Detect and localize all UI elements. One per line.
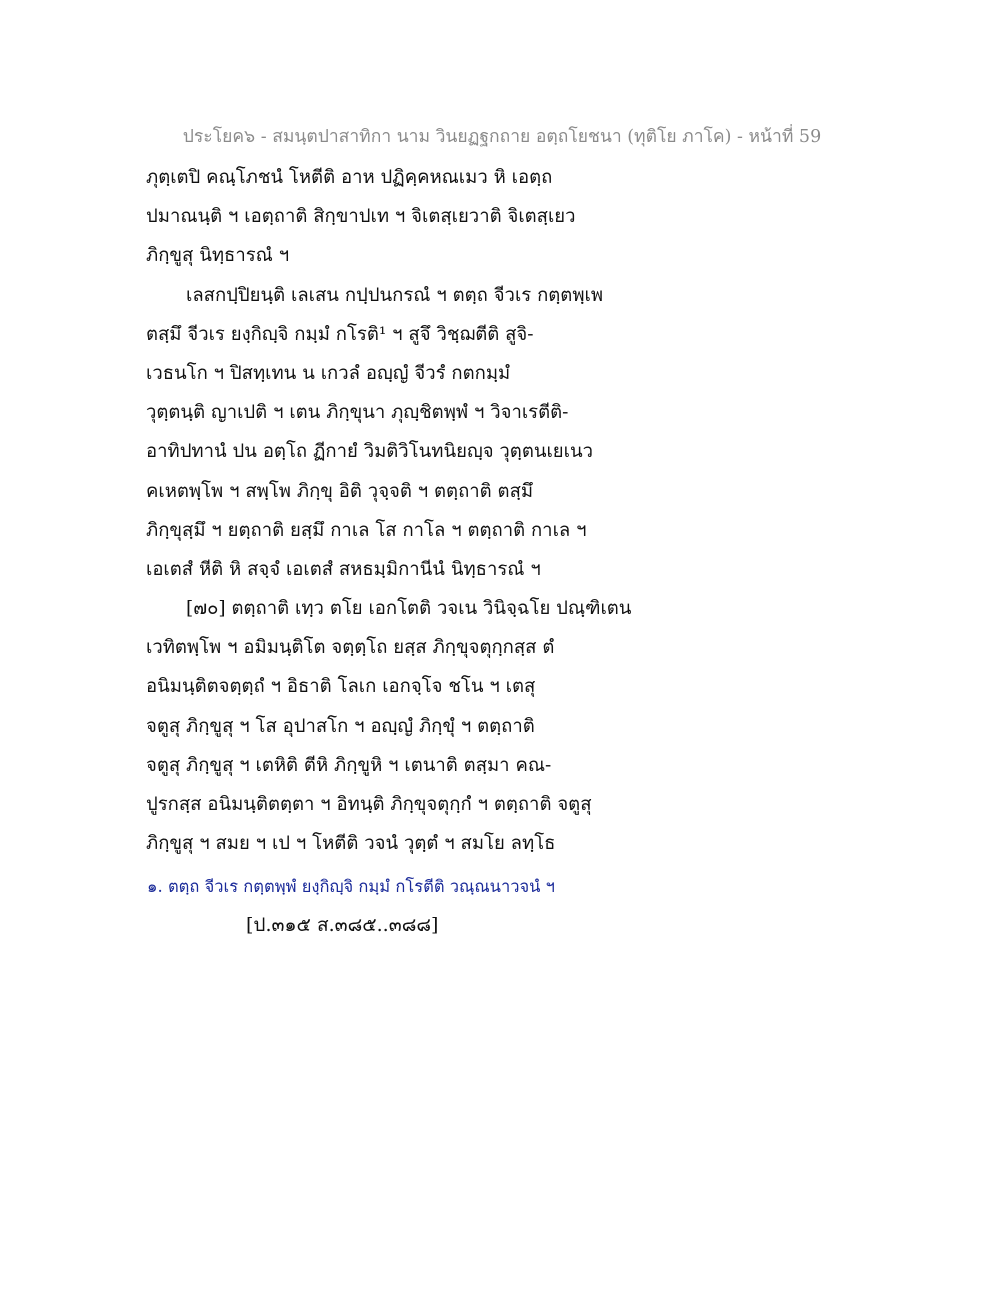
text-line: ปมาณนฺติ ฯ เอตฺถาติ สิกฺขาปเท ฯ จิเตสฺเยวาติ จิเตสฺเยว: [146, 206, 576, 228]
footnote: ๑. ตตฺถ จีวเร กตฺตพฺพํ ยงฺกิญฺจิ กมฺมํ กโรตีติ วณฺณนาวจนํ ฯ: [147, 877, 555, 896]
paragraph-start-line: [๗๐] ตตฺถาติ เทฺว ตโย เอกโตติ วจเน วินิจฺฉโย ปณฺฑิเตน: [186, 598, 632, 620]
text-line: ภิกฺขูสุ นิทฺธารณํ ฯ: [146, 245, 290, 267]
text-line: คเหตพฺโพ ฯ สพฺโพ ภิกฺขุ อิติ วุจฺจติ ฯ ตตฺถาติ ตสฺมึ: [146, 480, 534, 502]
text-line: ภิกฺขุสฺมึ ฯ ยตฺถาติ ยสฺมึ กาเล โส กาโล ฯ ตตฺถาติ กาเล ฯ: [146, 519, 587, 541]
text-line: ตสฺมึ จีวเร ยงฺกิญฺจิ กมฺมํ กโรติ¹ ฯ สูจึ วิชฺฌตีติ สูจิ-: [146, 323, 534, 345]
text-line: ปูรกสฺส อนิมนฺติตตฺตา ฯ อิทนฺติ ภิกฺขุจตุกฺกํ ฯ ตตฺถาติ จตูสุ: [146, 794, 592, 815]
text-line: เวธนโก ฯ ปิสทฺเทน น เกวลํ อญฺญํ จีวรํ กตกมฺมํ: [146, 362, 511, 384]
text-line: จตูสุ ภิกฺขูสุ ฯ โส อุปาสโก ฯ อญฺญํ ภิกฺขุํ ฯ ตตฺถาติ: [146, 715, 535, 737]
text-line: ภิกฺขูสุ ฯ สมย ฯ เป ฯ โหตีติ วจนํ วุตฺตํ ฯ สมโย ลทฺโธ: [146, 833, 556, 855]
text-line: อนิมนฺติตจตฺตฺถํ ฯ อิธาติ โลเก เอกจฺโจ ชโน ฯ เตสุ: [146, 676, 536, 698]
text-line: เวทิตพฺโพ ฯ อมิมนฺติโต จตฺตฺโถ ยสฺส ภิกฺขุจตุกฺกสฺส ตํ: [146, 637, 555, 659]
text-line: เอเตสํ หีติ หิ สจฺจํ เอเตสํ สหธมฺมิกานีนํ นิทฺธารณํ ฯ: [146, 558, 541, 580]
text-line: จตูสุ ภิกฺขูสุ ฯ เตหิติ ตีหิ ภิกฺขูหิ ฯ เตนาติ ตสฺมา คณ-: [146, 754, 552, 776]
running-title: ประโยค๖ - สมนฺตปาสาทิกา นาม วินยฏฐกถาย อตฺถโยชนา (ทุติโย ภาโค) - หน้าที่ 59: [182, 127, 822, 147]
running-header: [0, 122, 1000, 150]
text-line: ภุตฺเตปิ คณฺโภชนํ โหตีติ อาห ปฏิคฺคหณเมว หิ เอตฺถ: [146, 167, 553, 188]
text-line: อาทิปทานํ ปน อตฺโถ ฏีกายํ วิมติวิโนทนิยญฺจ วุตฺตนเยเนว: [146, 441, 594, 463]
page-reference: [ป.๓๑๕ ส.๓๘๕..๓๘๘]: [246, 914, 439, 936]
text-line: วุตฺตนฺติ ญาเปติ ฯ เตน ภิกฺขุนา ภุญฺชิตพฺพํ ฯ วิจาเรตีติ-: [146, 402, 569, 424]
main-text: [146, 158, 846, 863]
paragraph-start-line: เลสกปฺปิยนฺติ เลเสน กปฺปนกรณํ ฯ ตตฺถ จีวเร กตฺตพฺเพ: [186, 284, 604, 306]
